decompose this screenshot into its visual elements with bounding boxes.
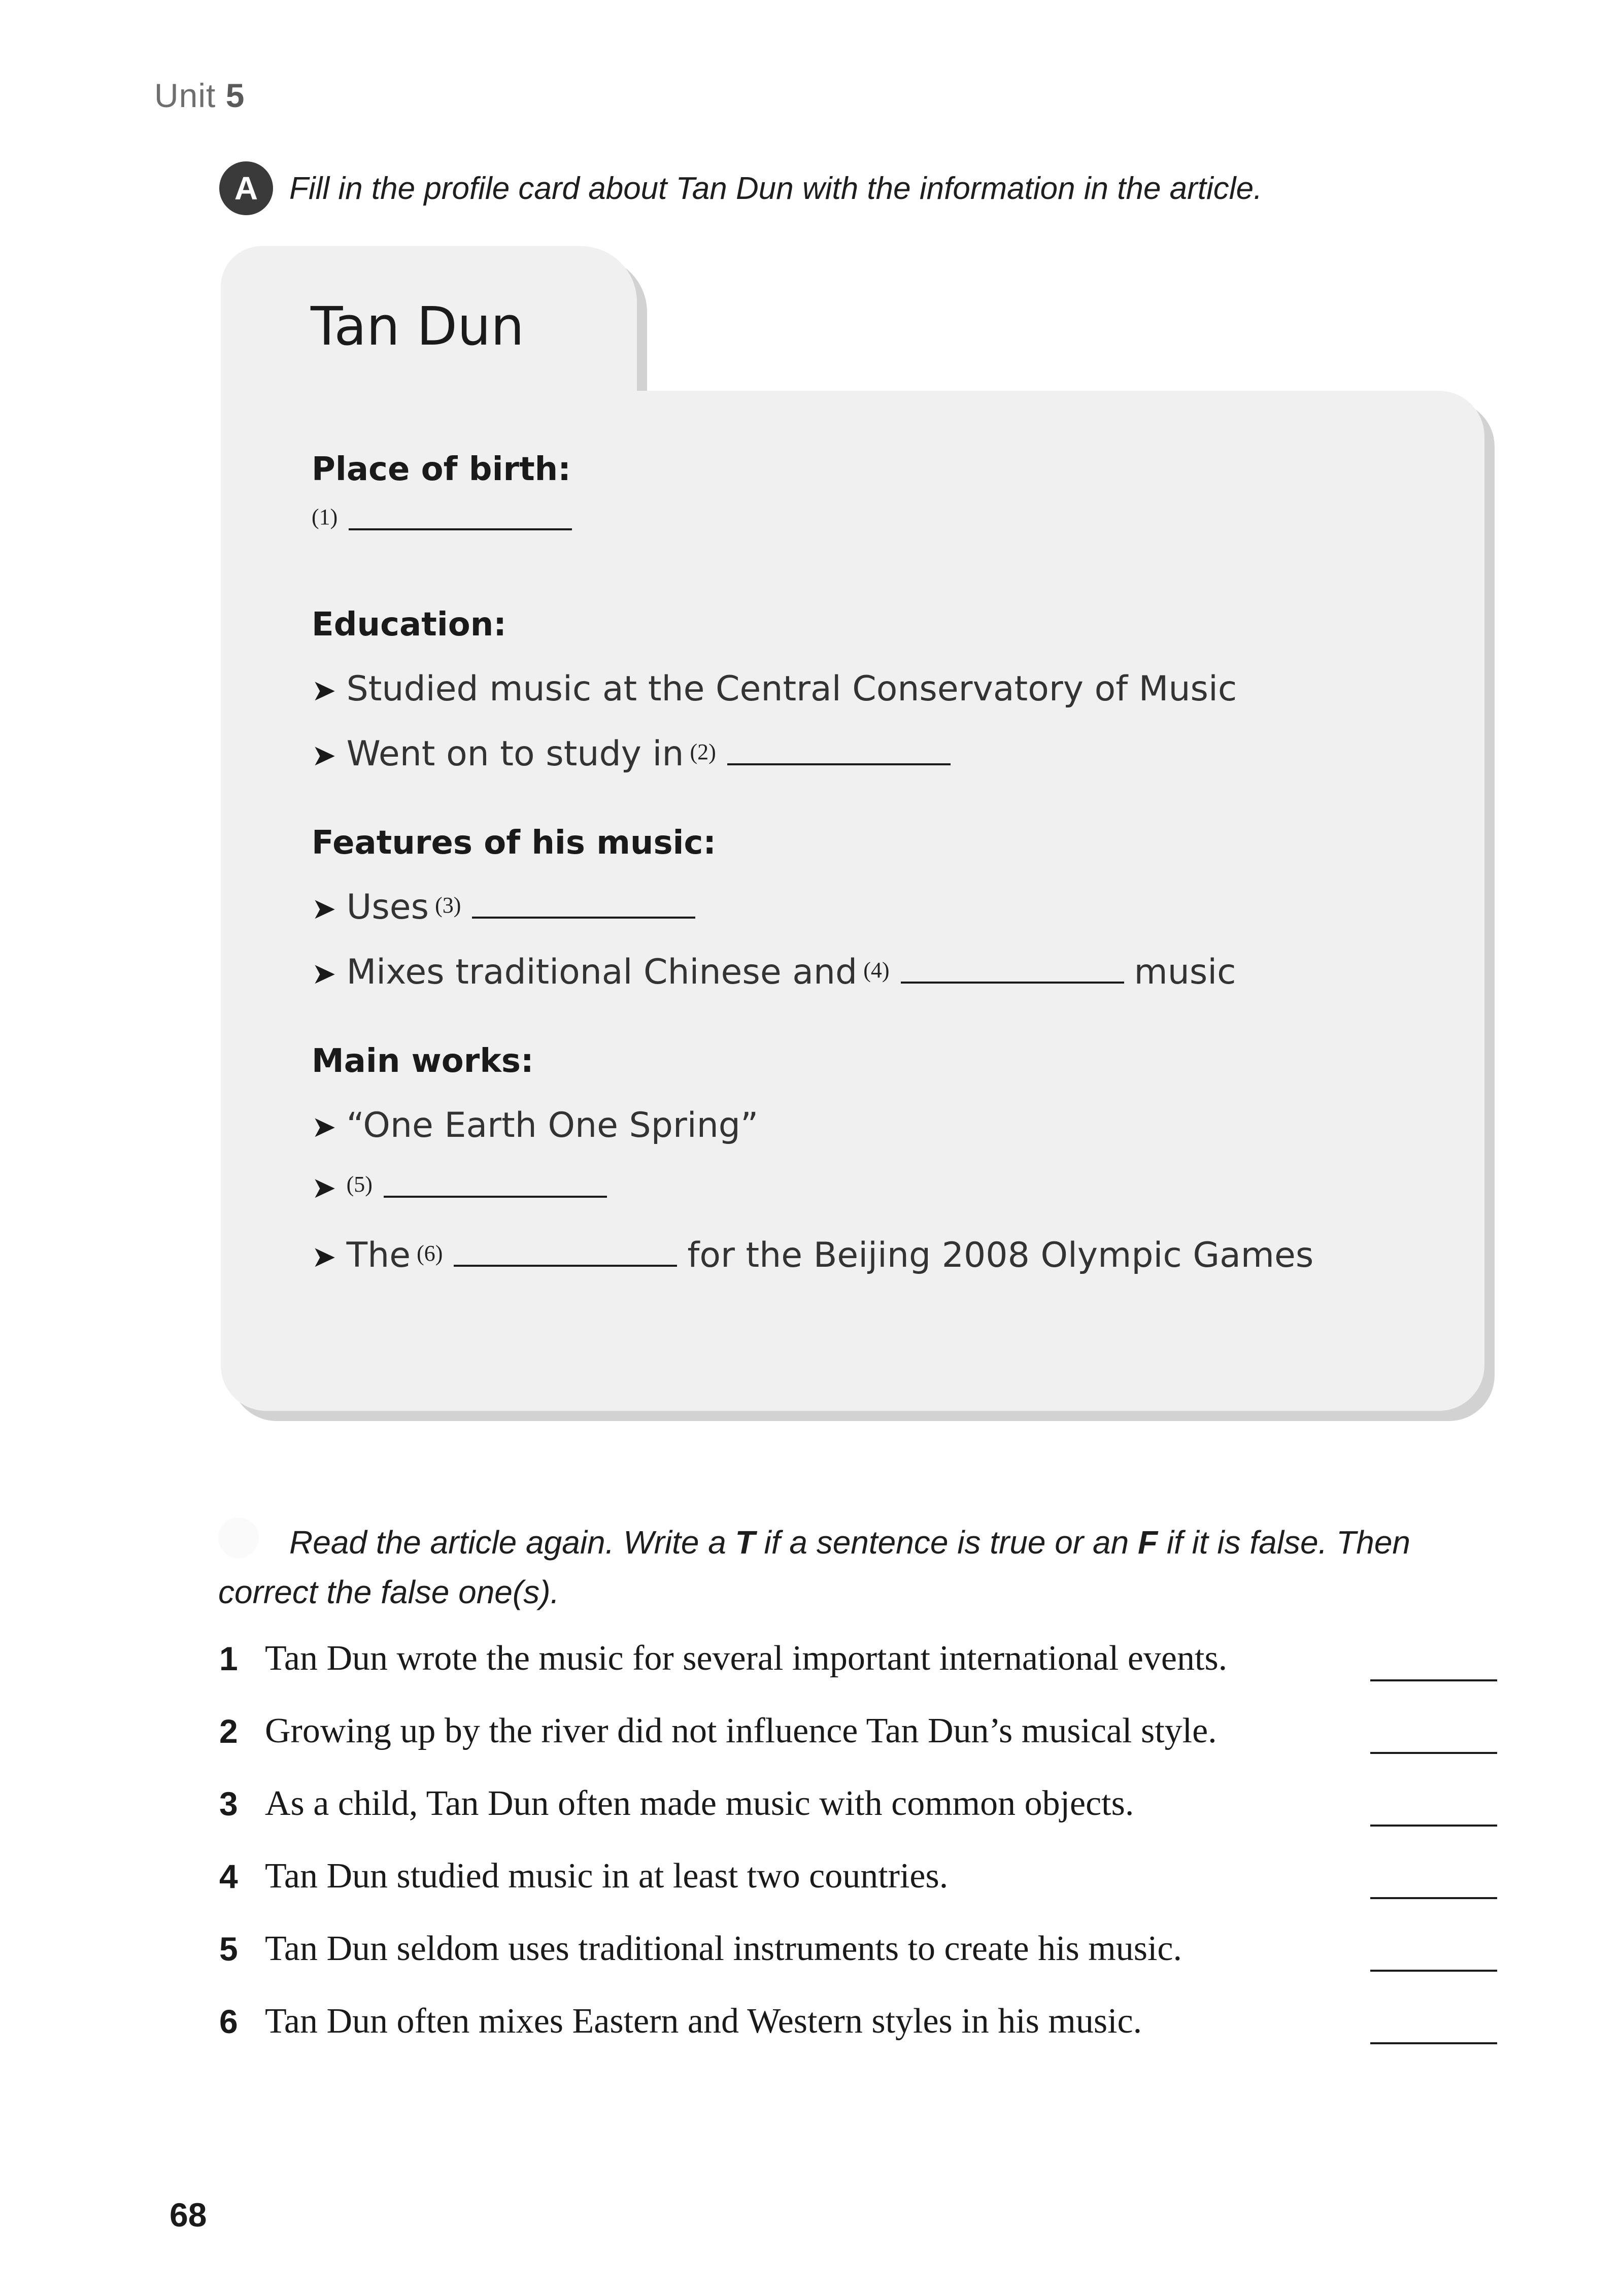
- answer-blank-3[interactable]: [1370, 1824, 1497, 1827]
- true-false-item: [219, 2002, 1498, 2053]
- unit-label: [154, 76, 245, 115]
- arrow-bullet-icon: ➤: [312, 1109, 336, 1144]
- statement-text: Tan Dun often mixes Eastern and Western styles in his music.: [265, 2002, 1142, 2041]
- arrow-bullet-icon: ➤: [312, 738, 336, 772]
- true-false-item: [219, 1857, 1498, 1908]
- section-b-instruction-part3: if it is false. Then correct the false one(s).: [218, 1524, 1410, 1610]
- statement-text: Growing up by the river did not influence Tan Dun’s musical style.: [265, 1711, 1217, 1750]
- answer-blank-1[interactable]: [1370, 1679, 1497, 1681]
- main-works-item-3: [312, 1235, 1313, 1275]
- true-false-item: [219, 1712, 1498, 1763]
- features-item-2-text: Mixes traditional Chinese and: [346, 952, 858, 992]
- arrow-bullet-icon: ➤: [312, 1239, 336, 1274]
- true-false-item: [219, 1784, 1498, 1835]
- main-works-item-3-suffix: for the Beijing 2008 Olympic Games: [687, 1235, 1314, 1275]
- blank-6[interactable]: [454, 1264, 677, 1267]
- features-item-1-text: Uses: [346, 887, 429, 927]
- statement-text: Tan Dun studied music in at least two countries.: [265, 1856, 949, 1896]
- false-letter: F: [1137, 1524, 1158, 1561]
- blank-number-6: (6): [417, 1241, 443, 1266]
- place-of-birth-label: Place of birth:: [312, 451, 571, 488]
- blank-2[interactable]: [727, 763, 951, 765]
- answer-blank-2[interactable]: [1370, 1751, 1497, 1754]
- section-a-instruction: [219, 161, 1262, 215]
- true-letter: T: [735, 1524, 755, 1561]
- answer-blank-5[interactable]: [1370, 1969, 1497, 1972]
- main-works-item-3-text: The: [346, 1235, 411, 1275]
- item-number: 4: [219, 1858, 238, 1895]
- section-b-instruction: [218, 1517, 1512, 1617]
- blank-5[interactable]: [384, 1195, 607, 1198]
- main-works-item-2: [312, 1170, 617, 1205]
- blank-number-1: (1): [312, 504, 338, 529]
- item-number: 3: [219, 1785, 238, 1822]
- education-item-2: [312, 734, 961, 774]
- education-item-2-text: Went on to study in: [346, 734, 684, 774]
- features-item-1: [312, 887, 705, 927]
- section-b-instruction-part2: if a sentence is true or an: [755, 1524, 1138, 1561]
- blank-4[interactable]: [901, 981, 1124, 984]
- item-number: 6: [219, 2003, 238, 2040]
- profile-card-title: Tan Dun: [311, 295, 524, 357]
- statement-text: Tan Dun seldom uses traditional instruments to create his music.: [265, 1929, 1182, 1968]
- answer-blank-6[interactable]: [1370, 2042, 1497, 2044]
- blank-1[interactable]: [349, 528, 572, 530]
- place-of-birth-line: [312, 504, 582, 536]
- page-number: 68: [170, 2196, 207, 2234]
- statement-text: Tan Dun wrote the music for several important international events.: [265, 1639, 1228, 1678]
- main-works-label: Main works:: [312, 1042, 534, 1080]
- statement-text: As a child, Tan Dun often made music with common objects.: [265, 1784, 1134, 1823]
- arrow-bullet-icon: ➤: [312, 956, 336, 991]
- features-item-2: [312, 952, 1236, 992]
- blank-3[interactable]: [472, 916, 695, 919]
- arrow-bullet-icon: ➤: [312, 673, 336, 707]
- education-item-1: [312, 669, 1237, 709]
- arrow-bullet-icon: ➤: [312, 891, 336, 926]
- item-number: 5: [219, 1930, 238, 1968]
- item-number: 1: [219, 1640, 238, 1677]
- unit-word: Unit: [154, 77, 216, 114]
- education-label: Education:: [312, 606, 506, 644]
- blank-number-3: (3): [435, 893, 461, 918]
- features-item-2-suffix: music: [1134, 952, 1236, 992]
- item-number: 2: [219, 1712, 238, 1750]
- blank-number-2: (2): [690, 739, 716, 764]
- section-b-instruction-part1: Read the article again. Write a: [289, 1524, 735, 1561]
- true-false-item: [219, 1930, 1498, 1980]
- section-a-instruction-text: Fill in the profile card about Tan Dun with the information in the article.: [289, 171, 1263, 206]
- blank-number-4: (4): [863, 958, 890, 983]
- true-false-item: [219, 1639, 1498, 1690]
- features-label: Features of his music:: [312, 824, 716, 862]
- main-works-item-1: [312, 1105, 758, 1145]
- education-item-1-text: Studied music at the Central Conservatory of Music: [346, 669, 1237, 709]
- section-a-badge: A: [219, 161, 273, 215]
- blank-number-5: (5): [346, 1172, 373, 1197]
- unit-number: 5: [225, 77, 245, 114]
- arrow-bullet-icon: ➤: [312, 1170, 336, 1205]
- answer-blank-4[interactable]: [1370, 1897, 1497, 1899]
- main-works-item-1-text: “One Earth One Spring”: [346, 1105, 759, 1145]
